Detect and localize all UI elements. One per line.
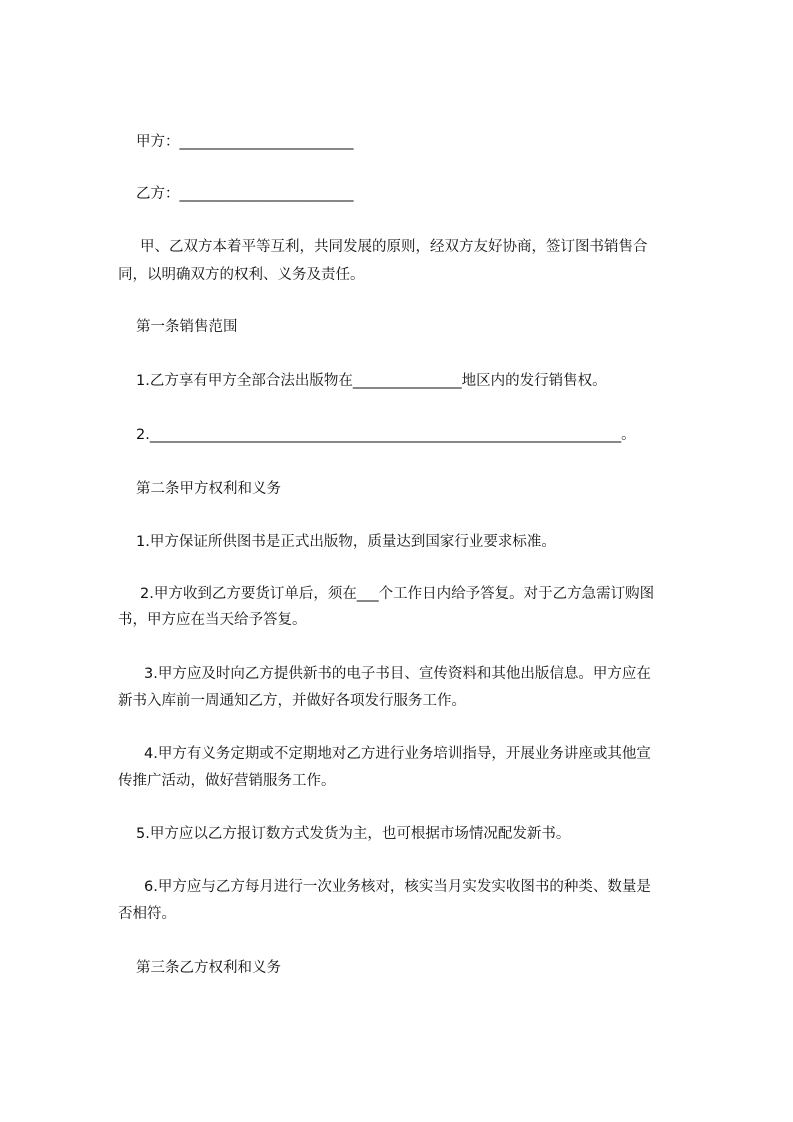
party-b-line: 乙方：________________________: [136, 186, 354, 202]
article-2-item-6-line-2: 否相符。: [118, 906, 176, 922]
article-1-item-1: 1.乙方享有甲方全部合法出版物在_______________地区内的发行销售权。: [136, 373, 607, 389]
article-2-item-2-line-1: 2.甲方收到乙方要货订单后，须在___个工作日内给予答复。对于乙方急需订购图: [140, 586, 655, 602]
article-2-item-6-line-1: 6.甲方应与乙方每月进行一次业务核对，核实当月实发实收图书的种类、数量是: [144, 879, 651, 895]
article-2-title: 第二条甲方权利和义务: [136, 481, 281, 497]
intro-paragraph-line-1: 甲、乙双方本着平等互利，共同发展的原则，经双方友好协商，签订图书销售合: [140, 239, 648, 255]
article-2-item-2-line-2: 书，甲方应在当天给予答复。: [118, 612, 307, 628]
article-2-item-4-line-2: 传推广活动，做好营销服务工作。: [118, 773, 336, 789]
article-2-item-4-line-1: 4.甲方有义务定期或不定期地对乙方进行业务培训指导，开展业务讲座或其他宣: [144, 746, 651, 762]
article-2-item-1: 1.甲方保证所供图书是正式出版物，质量达到国家行业要求标准。: [136, 534, 556, 550]
article-1-title: 第一条销售范围: [136, 319, 238, 335]
party-a-line: 甲方：________________________: [136, 134, 354, 150]
article-2-item-3-line-2: 新书入库前一周通知乙方，并做好各项发行服务工作。: [118, 693, 466, 709]
article-2-item-3-line-1: 3.甲方应及时向乙方提供新书的电子书目、宣传资料和其他出版信息。甲方应在: [144, 666, 651, 682]
article-2-item-5: 5.甲方应以乙方报订数方式发货为主，也可根据市场情况配发新书。: [136, 826, 571, 842]
intro-paragraph-line-2: 同，以明确双方的权利、义务及责任。: [118, 267, 365, 283]
article-3-title: 第三条乙方权利和义务: [136, 960, 281, 976]
article-1-item-2: 2._________________________________________________________________。: [136, 427, 636, 443]
